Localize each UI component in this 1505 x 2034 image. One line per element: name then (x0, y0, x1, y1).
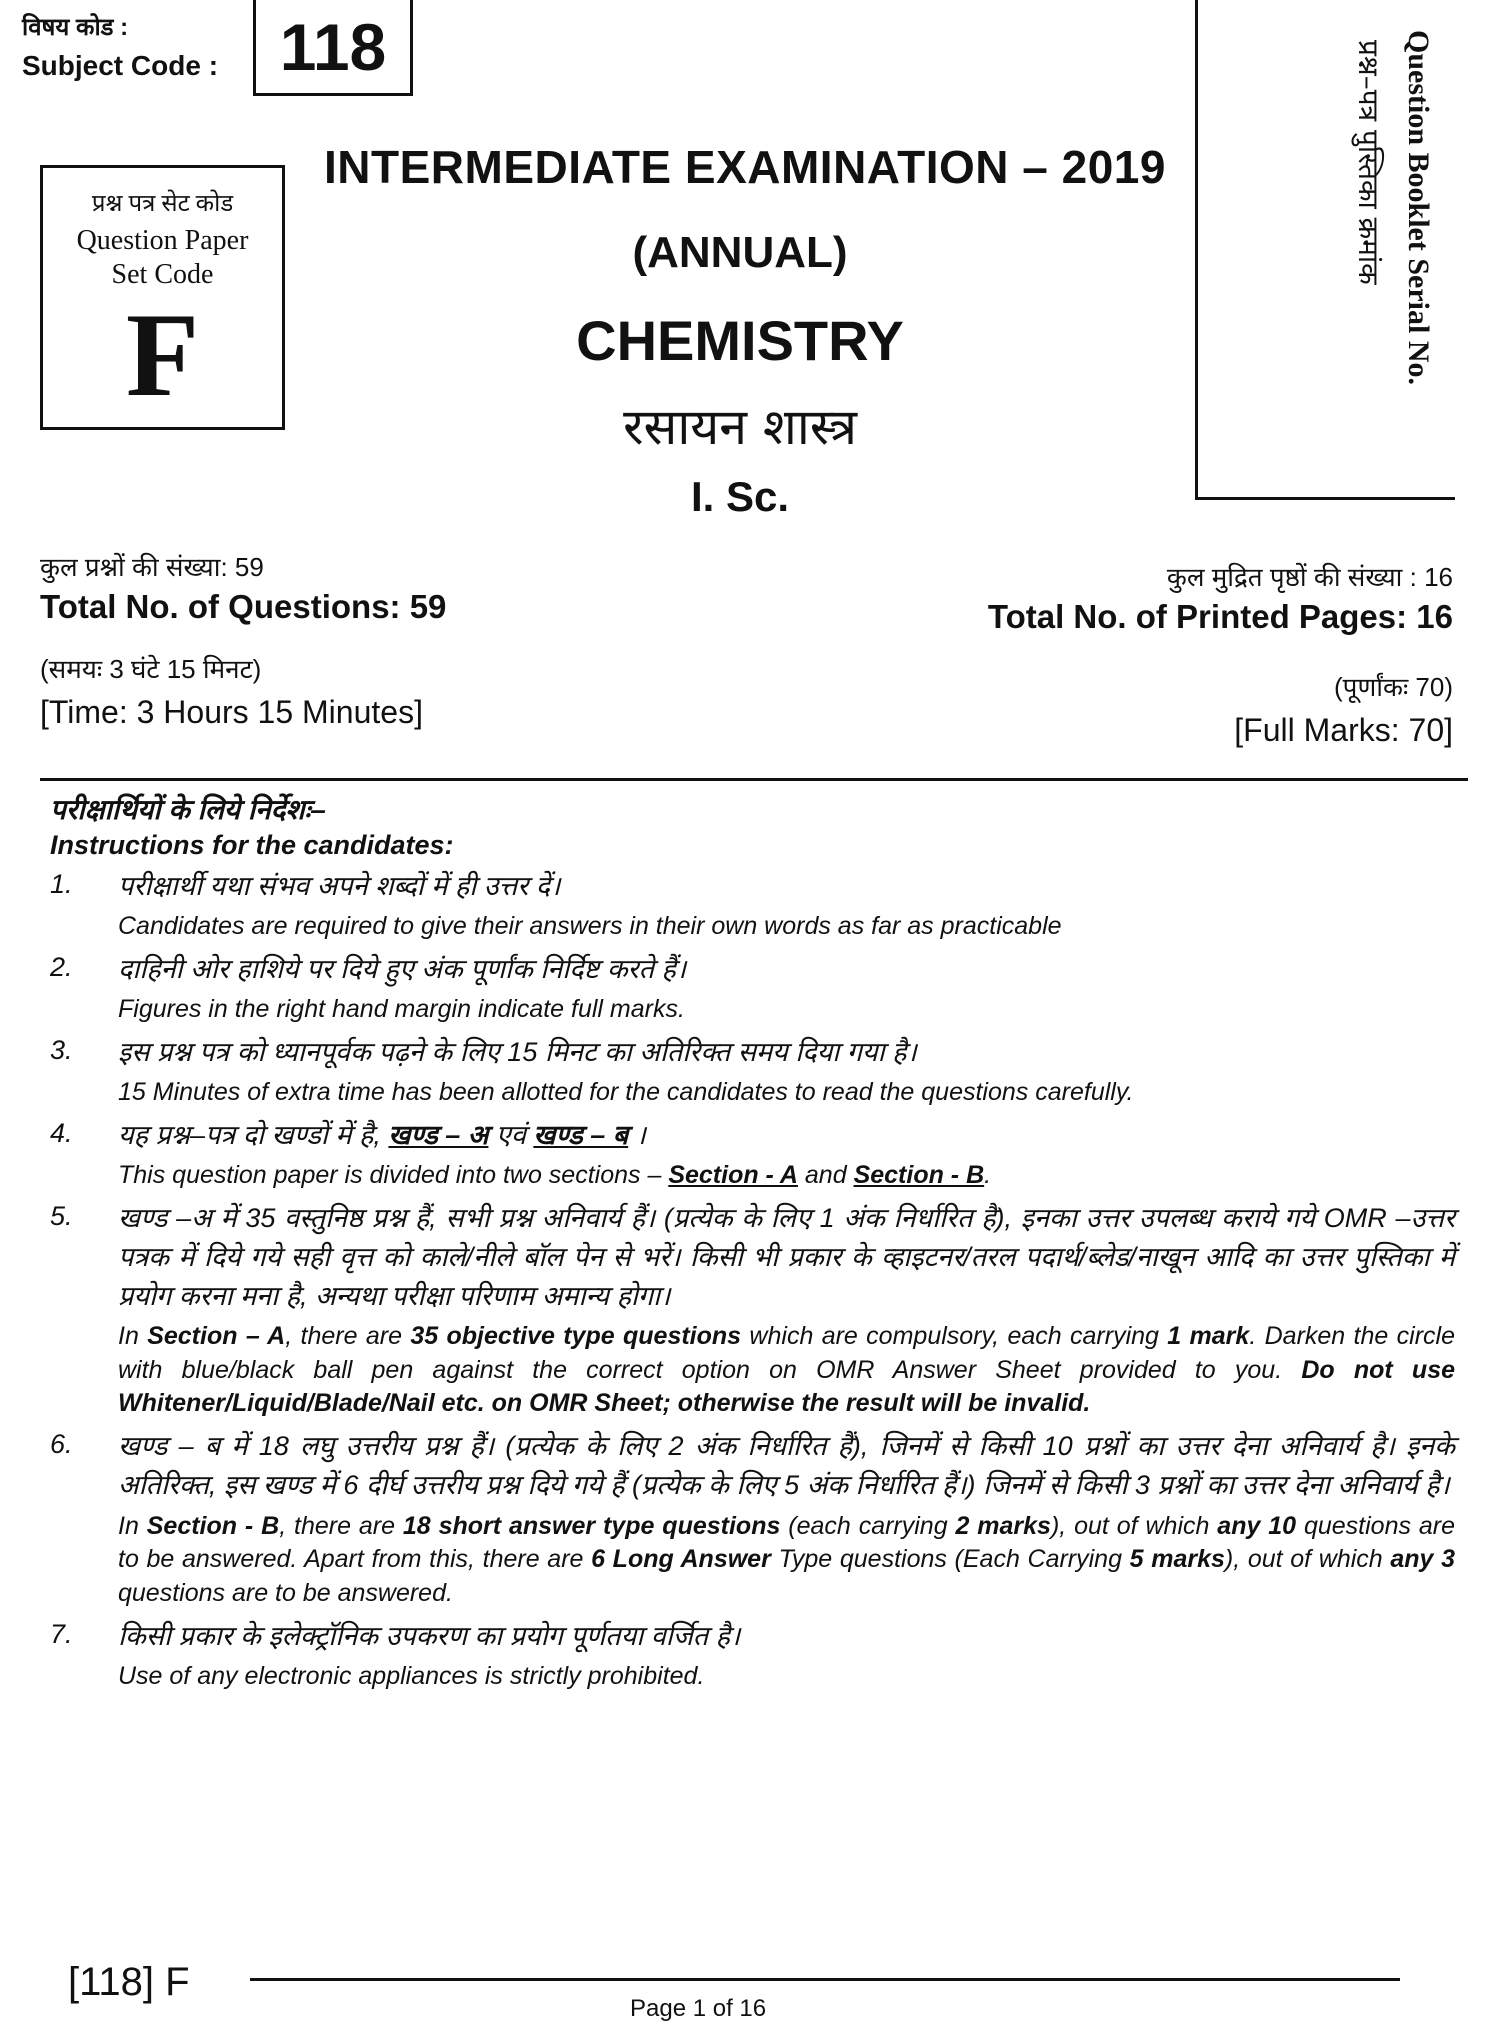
instruction-text (118, 1510, 1455, 1611)
instruction-text-part: , there are (285, 1321, 411, 1350)
set-code-letter: F (125, 288, 200, 421)
instruction-item (50, 950, 1455, 1027)
instruction-text-part: questions are to be answered. Apart from this, there are (118, 1511, 1455, 1574)
exam-title-block (300, 140, 1180, 521)
instruction-text-part: In (118, 1321, 148, 1350)
section-b-label-hi: खण्ड – ब (533, 1119, 629, 1150)
instruction-text-part: which are compulsory, each carrying (741, 1321, 1168, 1350)
instruction-text-hi: इस प्रश्न पत्र को ध्यानपूर्वक पढ़ने के लिए 15 मिनट का अतिरिक्त समय दिया गया है। (118, 1036, 917, 1067)
time-hi: (समयः 3 घंटे 15 मिनट) (40, 654, 262, 684)
instructions-heading: Instructions for the candidates: (50, 830, 454, 860)
instruction-text-part: (each carrying (780, 1511, 956, 1540)
instruction-text-part: any 10 (1217, 1511, 1297, 1540)
instruction-text-hi: खण्ड –अ में 35 वस्तुनिष्ठ प्रश्न हैं, सभी प्रश्न अनिवार्य हैं। (प्रत्येक के लिए 1 अंक निर्धारित है), इनका उत्तर उपलब्ध कराये गये OMR –उत्तर पत्रक में दिये गये सही वृत्त को काले/नीले बॉल पेन से भरें। किसी भी प्रकार के व्हाइटनर/तरल पदार्थ/ब्लेड/नाखून आदि का उत्तर पुस्तिका में प्रयोग करना मना है, अन्यथा परीक्षा परिणाम अमान्य होगा। (118, 1202, 1455, 1311)
full-marks: [Full Marks: 70] (1234, 712, 1453, 748)
instruction-text-part: ), out of which (1050, 1511, 1218, 1540)
instruction-text-hi: खण्ड – ब में 18 लघु उत्तरीय प्रश्न हैं। (प्रत्येक के लिए 2 अंक निर्धारित हैं), जिनमें से किसी 10 प्रश्नों का उत्तर देना अनिवार्य है। इनके अतिरिक्त, इस खण्ड में 6 दीर्घ उत्तरीय प्रश्न दिये गये हैं (प्रत्येक के लिए 5 अंक निर्धारित हैं।) जिनमें से किसी 3 प्रश्नों का उत्तर देना अनिवार्य है। (118, 1431, 1455, 1501)
instruction-text (118, 1320, 1455, 1421)
instruction-text-part: Do not use Whitener/Liquid/Blade/Nail etc. on OMR Sheet; otherwise the result will be invalid. (118, 1355, 1455, 1418)
instruction-number: 3. (50, 1034, 73, 1065)
instruction-text-part: 5 marks (1129, 1545, 1225, 1574)
set-code-label-line1: Question Paper (76, 225, 249, 256)
instruction-text-part: and (797, 1160, 854, 1189)
time: [Time: 3 Hours 15 Minutes] (40, 694, 423, 730)
questions-count-block (40, 548, 446, 626)
subject-code-label: Subject Code : (22, 50, 219, 81)
instruction-text-part: 1 mark (1167, 1321, 1250, 1350)
instruction-text-part: 18 short answer type questions (402, 1511, 781, 1540)
instruction-text-hi: दाहिनी ओर हाशिये पर दिये हुए अंक पूर्णांक निर्दिष्ट करते हैं। (118, 953, 687, 984)
instruction-number: 5. (50, 1200, 73, 1231)
instruction-text-part: In (118, 1511, 147, 1540)
exam-subject: CHEMISTRY (576, 309, 904, 372)
instruction-number: 4. (50, 1117, 73, 1148)
instruction-number: 6. (50, 1429, 73, 1460)
instruction-text-part: This question paper is divided into two sections – (118, 1160, 669, 1189)
instruction-text-part: any 3 (1390, 1545, 1456, 1574)
instruction-number: 7. (50, 1618, 73, 1649)
instruction-text-part: ), out of which (1224, 1545, 1391, 1574)
instruction-text-hi: परीक्षार्थी यथा संभव अपने शब्दों में ही उत्तर दें। (118, 871, 561, 901)
exam-title: INTERMEDIATE EXAMINATION – 2019 (324, 141, 1166, 193)
instruction-item (50, 1199, 1455, 1422)
instruction-text-part: यह प्रश्न–पत्र दो खण्डों में है, (118, 1119, 389, 1150)
instruction-text-part: questions are to be answered. (118, 1579, 453, 1608)
exam-class: I. Sc. (690, 473, 790, 520)
questions-count-hi: कुल प्रश्नों की संख्या: 59 (40, 552, 264, 582)
instruction-text-part: 6 Long Answer (591, 1545, 771, 1574)
instruction-text: Candidates are required to give their answers in their own words as far as practicable (118, 912, 1062, 941)
section-b-label: Section - B (853, 1160, 985, 1189)
section-a-label: Section - A (668, 1160, 798, 1189)
pages-count: Total No. of Printed Pages: 16 (987, 598, 1453, 635)
set-code-box (40, 165, 285, 430)
instruction-text-part: , there are (279, 1511, 403, 1540)
instruction-text: Use of any electronic appliances is strictly prohibited. (118, 1661, 705, 1690)
instruction-text-part: Section - B (146, 1511, 280, 1540)
instruction-text (118, 1159, 1455, 1193)
time-block (40, 650, 423, 731)
instruction-text: 15 Minutes of extra time has been allotted for the candidates to read the questions carefully. (118, 1077, 1134, 1106)
instruction-item (50, 867, 1455, 944)
instruction-text-hi (118, 1116, 1455, 1155)
footer-divider (250, 1978, 1400, 1981)
instruction-number: 1. (50, 869, 73, 899)
divider (40, 778, 1468, 781)
instructions-section (50, 790, 1455, 1694)
instruction-text-part: . Darken the circle with blue/black ball pen against the correct option on OMR Answer Sheet provided to you. (118, 1321, 1455, 1384)
instruction-text-hi: किसी प्रकार के इलेक्ट्रॉनिक उपकरण का प्रयोग पूर्णतया वर्जित है। (118, 1620, 741, 1651)
footer-code: [118] F (68, 1960, 190, 2004)
set-code-label-line2: Set Code (111, 259, 214, 290)
page-number: Page 1 of 16 (630, 1995, 767, 2022)
instruction-text-part: 2 marks (955, 1511, 1051, 1540)
serial-label: Question Booklet Serial No. (1402, 30, 1435, 386)
instruction-text-part: . (984, 1160, 992, 1189)
pages-count-hi: कुल मुद्रित पृष्ठों की संख्या : 16 (1166, 562, 1453, 592)
set-code-label-hi: प्रश्न पत्र सेट कोड (91, 191, 234, 217)
subject-code-label-hi: विषय कोड : (22, 14, 129, 41)
instruction-text-part: 35 objective type questions (410, 1321, 742, 1350)
serial-number-box (1195, 0, 1455, 500)
instruction-item (50, 1427, 1455, 1611)
serial-label-hi: प्रश्न–पत्र पुस्तिका क्रमांक (1352, 40, 1385, 285)
instruction-text-part: Type questions (Each Carrying (770, 1545, 1130, 1574)
section-a-label-hi: खण्ड – अ (388, 1119, 489, 1150)
instruction-text-part: एवं (488, 1119, 534, 1150)
subject-code-value: 118 (253, 0, 413, 96)
instruction-item (50, 1617, 1455, 1694)
instructions-heading-hi: परीक्षार्थियों के लिये निर्देशः– (50, 794, 326, 825)
full-marks-hi: (पूर्णांकः 70) (1334, 672, 1453, 702)
exam-annual: (ANNUAL) (632, 228, 848, 277)
instruction-text-part: Section – A (147, 1321, 286, 1350)
exam-subject-hi: रसायन शास्त्र (623, 398, 857, 456)
instruction-text: Figures in the right hand margin indicate full marks. (118, 995, 685, 1024)
questions-count: Total No. of Questions: 59 (40, 588, 447, 625)
marks-block (1234, 668, 1453, 749)
instruction-item (50, 1033, 1455, 1110)
instruction-number: 2. (50, 951, 73, 982)
pages-count-block (988, 558, 1453, 636)
instruction-item (50, 1116, 1455, 1193)
instruction-text-part: । (628, 1119, 646, 1150)
